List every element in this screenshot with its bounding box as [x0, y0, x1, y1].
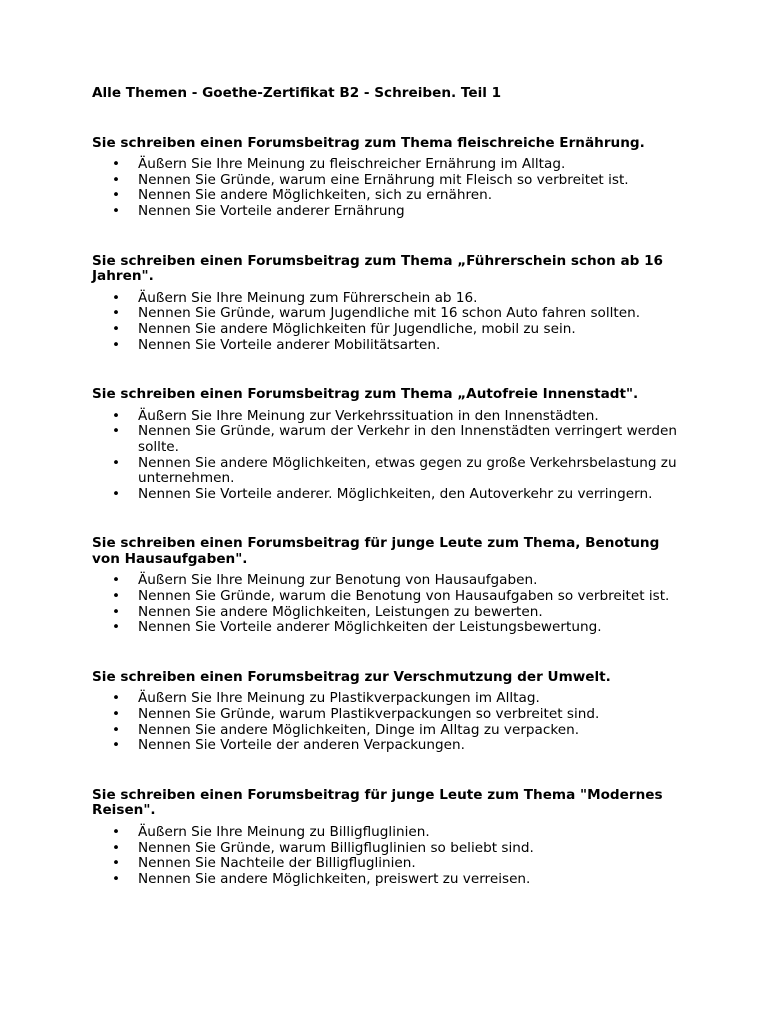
list-item	[92, 573, 693, 589]
list-item	[92, 424, 693, 455]
topic-section	[92, 536, 728, 636]
bullet-icon: •	[112, 336, 121, 353]
bullet-icon: •	[112, 870, 121, 887]
list-item	[92, 872, 693, 888]
list-item-text: Nennen Sie andere Möglichkeiten, preiswert zu verreisen.	[138, 870, 531, 887]
list-item-text: Nennen Sie andere Möglichkeiten, Leistungen zu bewerten.	[138, 603, 543, 620]
list-item-text: Nennen Sie andere Möglichkeiten, etwas gegen zu große Verkehrsbelastung zu unternehmen.	[138, 454, 677, 487]
list-item	[92, 291, 693, 307]
section-heading: Sie schreiben einen Forumsbeitrag zur Verschmutzung der Umwelt.	[92, 668, 611, 685]
list-item	[92, 409, 693, 425]
bullet-icon: •	[112, 407, 121, 424]
section-heading: Sie schreiben einen Forumsbeitrag zum Thema „Autofreie Innenstadt".	[92, 386, 639, 403]
bullet-icon: •	[112, 706, 121, 723]
list-item	[92, 487, 693, 503]
list-item	[92, 157, 693, 173]
list-item-text: Nennen Sie Gründe, warum Plastikverpackungen so verbreitet sind.	[138, 706, 600, 723]
bullet-icon: •	[112, 839, 121, 856]
list-item-text: Nennen Sie Vorteile anderer Ernährung	[138, 202, 405, 219]
bullet-list	[92, 157, 728, 219]
bullet-icon: •	[112, 202, 121, 219]
list-item	[92, 204, 693, 220]
list-item	[92, 856, 693, 872]
bullet-icon: •	[112, 171, 121, 188]
list-item-text: Nennen Sie Gründe, warum Jugendliche mit 16 schon Auto fahren sollten.	[138, 305, 641, 322]
list-item-text: Nennen Sie Nachteile der Billigfluglinien.	[138, 855, 416, 872]
topic-section	[92, 136, 728, 220]
sections-container	[92, 136, 728, 888]
list-item	[92, 841, 693, 857]
list-item	[92, 173, 693, 189]
list-item	[92, 620, 693, 636]
bullet-list	[92, 573, 728, 635]
bullet-list	[92, 825, 728, 887]
list-item-text: Nennen Sie Gründe, warum eine Ernährung mit Fleisch so verbreitet ist.	[138, 171, 629, 188]
bullet-icon: •	[112, 737, 121, 754]
list-item-text: Nennen Sie Vorteile anderer Mobilitätsarten.	[138, 336, 441, 353]
bullet-icon: •	[112, 156, 121, 173]
bullet-list	[92, 691, 728, 753]
section-heading: Sie schreiben einen Forumsbeitrag zum Thema fleischreiche Ernährung.	[92, 134, 645, 151]
list-item	[92, 188, 693, 204]
bullet-icon: •	[112, 454, 121, 471]
list-item	[92, 738, 693, 754]
list-item-text: Nennen Sie Vorteile der anderen Verpackungen.	[138, 737, 465, 754]
list-item-text: Äußern Sie Ihre Meinung zu fleischreicher Ernährung im Alltag.	[138, 156, 566, 173]
bullet-icon: •	[112, 824, 121, 840]
bullet-icon: •	[112, 721, 121, 738]
list-item-text: Äußern Sie Ihre Meinung zu Billigfluglinien.	[138, 824, 430, 840]
list-item	[92, 322, 693, 338]
bullet-icon: •	[112, 690, 121, 707]
list-item-text: Nennen Sie Gründe, warum Billigfluglinien so beliebt sind.	[138, 839, 534, 856]
topic-section	[92, 788, 728, 888]
list-item	[92, 306, 693, 322]
document-title: Alle Themen - Goethe-Zertifikat B2 - Schreiben. Teil 1	[92, 85, 502, 101]
topic-section	[92, 387, 728, 502]
section-heading: Sie schreiben einen Forumsbeitrag zum Thema „Führerschein schon ab 16 Jahren".	[92, 252, 664, 285]
bullet-icon: •	[112, 289, 121, 306]
bullet-icon: •	[112, 320, 121, 337]
list-item-text: Nennen Sie Vorteile anderer Möglichkeiten der Leistungsbewertung.	[138, 619, 602, 636]
bullet-icon: •	[112, 572, 121, 589]
list-item	[92, 691, 693, 707]
bullet-icon: •	[112, 855, 121, 872]
bullet-icon: •	[112, 588, 121, 605]
list-item	[92, 338, 693, 354]
list-item	[92, 589, 693, 605]
bullet-list	[92, 409, 728, 503]
list-item	[92, 723, 693, 739]
section-heading: Sie schreiben einen Forumsbeitrag für junge Leute zum Thema "Modernes Reisen".	[92, 786, 663, 819]
list-item	[92, 707, 693, 723]
list-item	[92, 825, 693, 841]
list-item-text: Nennen Sie andere Möglichkeiten für Jugendliche, mobil zu sein.	[138, 320, 576, 337]
bullet-icon: •	[112, 305, 121, 322]
list-item-text: Äußern Sie Ihre Meinung zum Führerschein ab 16.	[138, 289, 478, 306]
list-item-text: Nennen Sie andere Möglichkeiten, Dinge im Alltag zu verpacken.	[138, 721, 580, 738]
list-item	[92, 456, 693, 487]
topic-section	[92, 670, 728, 754]
topic-section	[92, 254, 728, 354]
list-item-text: Äußern Sie Ihre Meinung zu Plastikverpackungen im Alltag.	[138, 690, 540, 707]
bullet-icon: •	[112, 603, 121, 620]
bullet-icon: •	[112, 187, 121, 204]
list-item-text: Äußern Sie Ihre Meinung zur Verkehrssituation in den Innenstädten.	[138, 407, 599, 424]
bullet-icon: •	[112, 485, 121, 502]
list-item-text: Nennen Sie Gründe, warum die Benotung von Hausaufgaben so verbreitet ist.	[138, 588, 670, 605]
list-item-text: Nennen Sie Gründe, warum der Verkehr in den Innenstädten verringert werden sollte.	[138, 423, 678, 455]
bullet-icon: •	[112, 619, 121, 636]
section-heading: Sie schreiben einen Forumsbeitrag für junge Leute zum Thema, Benotung von Hausaufgaben".	[92, 535, 660, 567]
bullet-list	[92, 291, 728, 353]
bullet-icon: •	[112, 423, 121, 440]
list-item-text: Nennen Sie Vorteile anderer. Möglichkeiten, den Autoverkehr zu verringern.	[138, 485, 653, 502]
list-item-text: Äußern Sie Ihre Meinung zur Benotung von Hausaufgaben.	[138, 572, 538, 589]
list-item-text: Nennen Sie andere Möglichkeiten, sich zu ernähren.	[138, 187, 493, 204]
list-item	[92, 605, 693, 621]
